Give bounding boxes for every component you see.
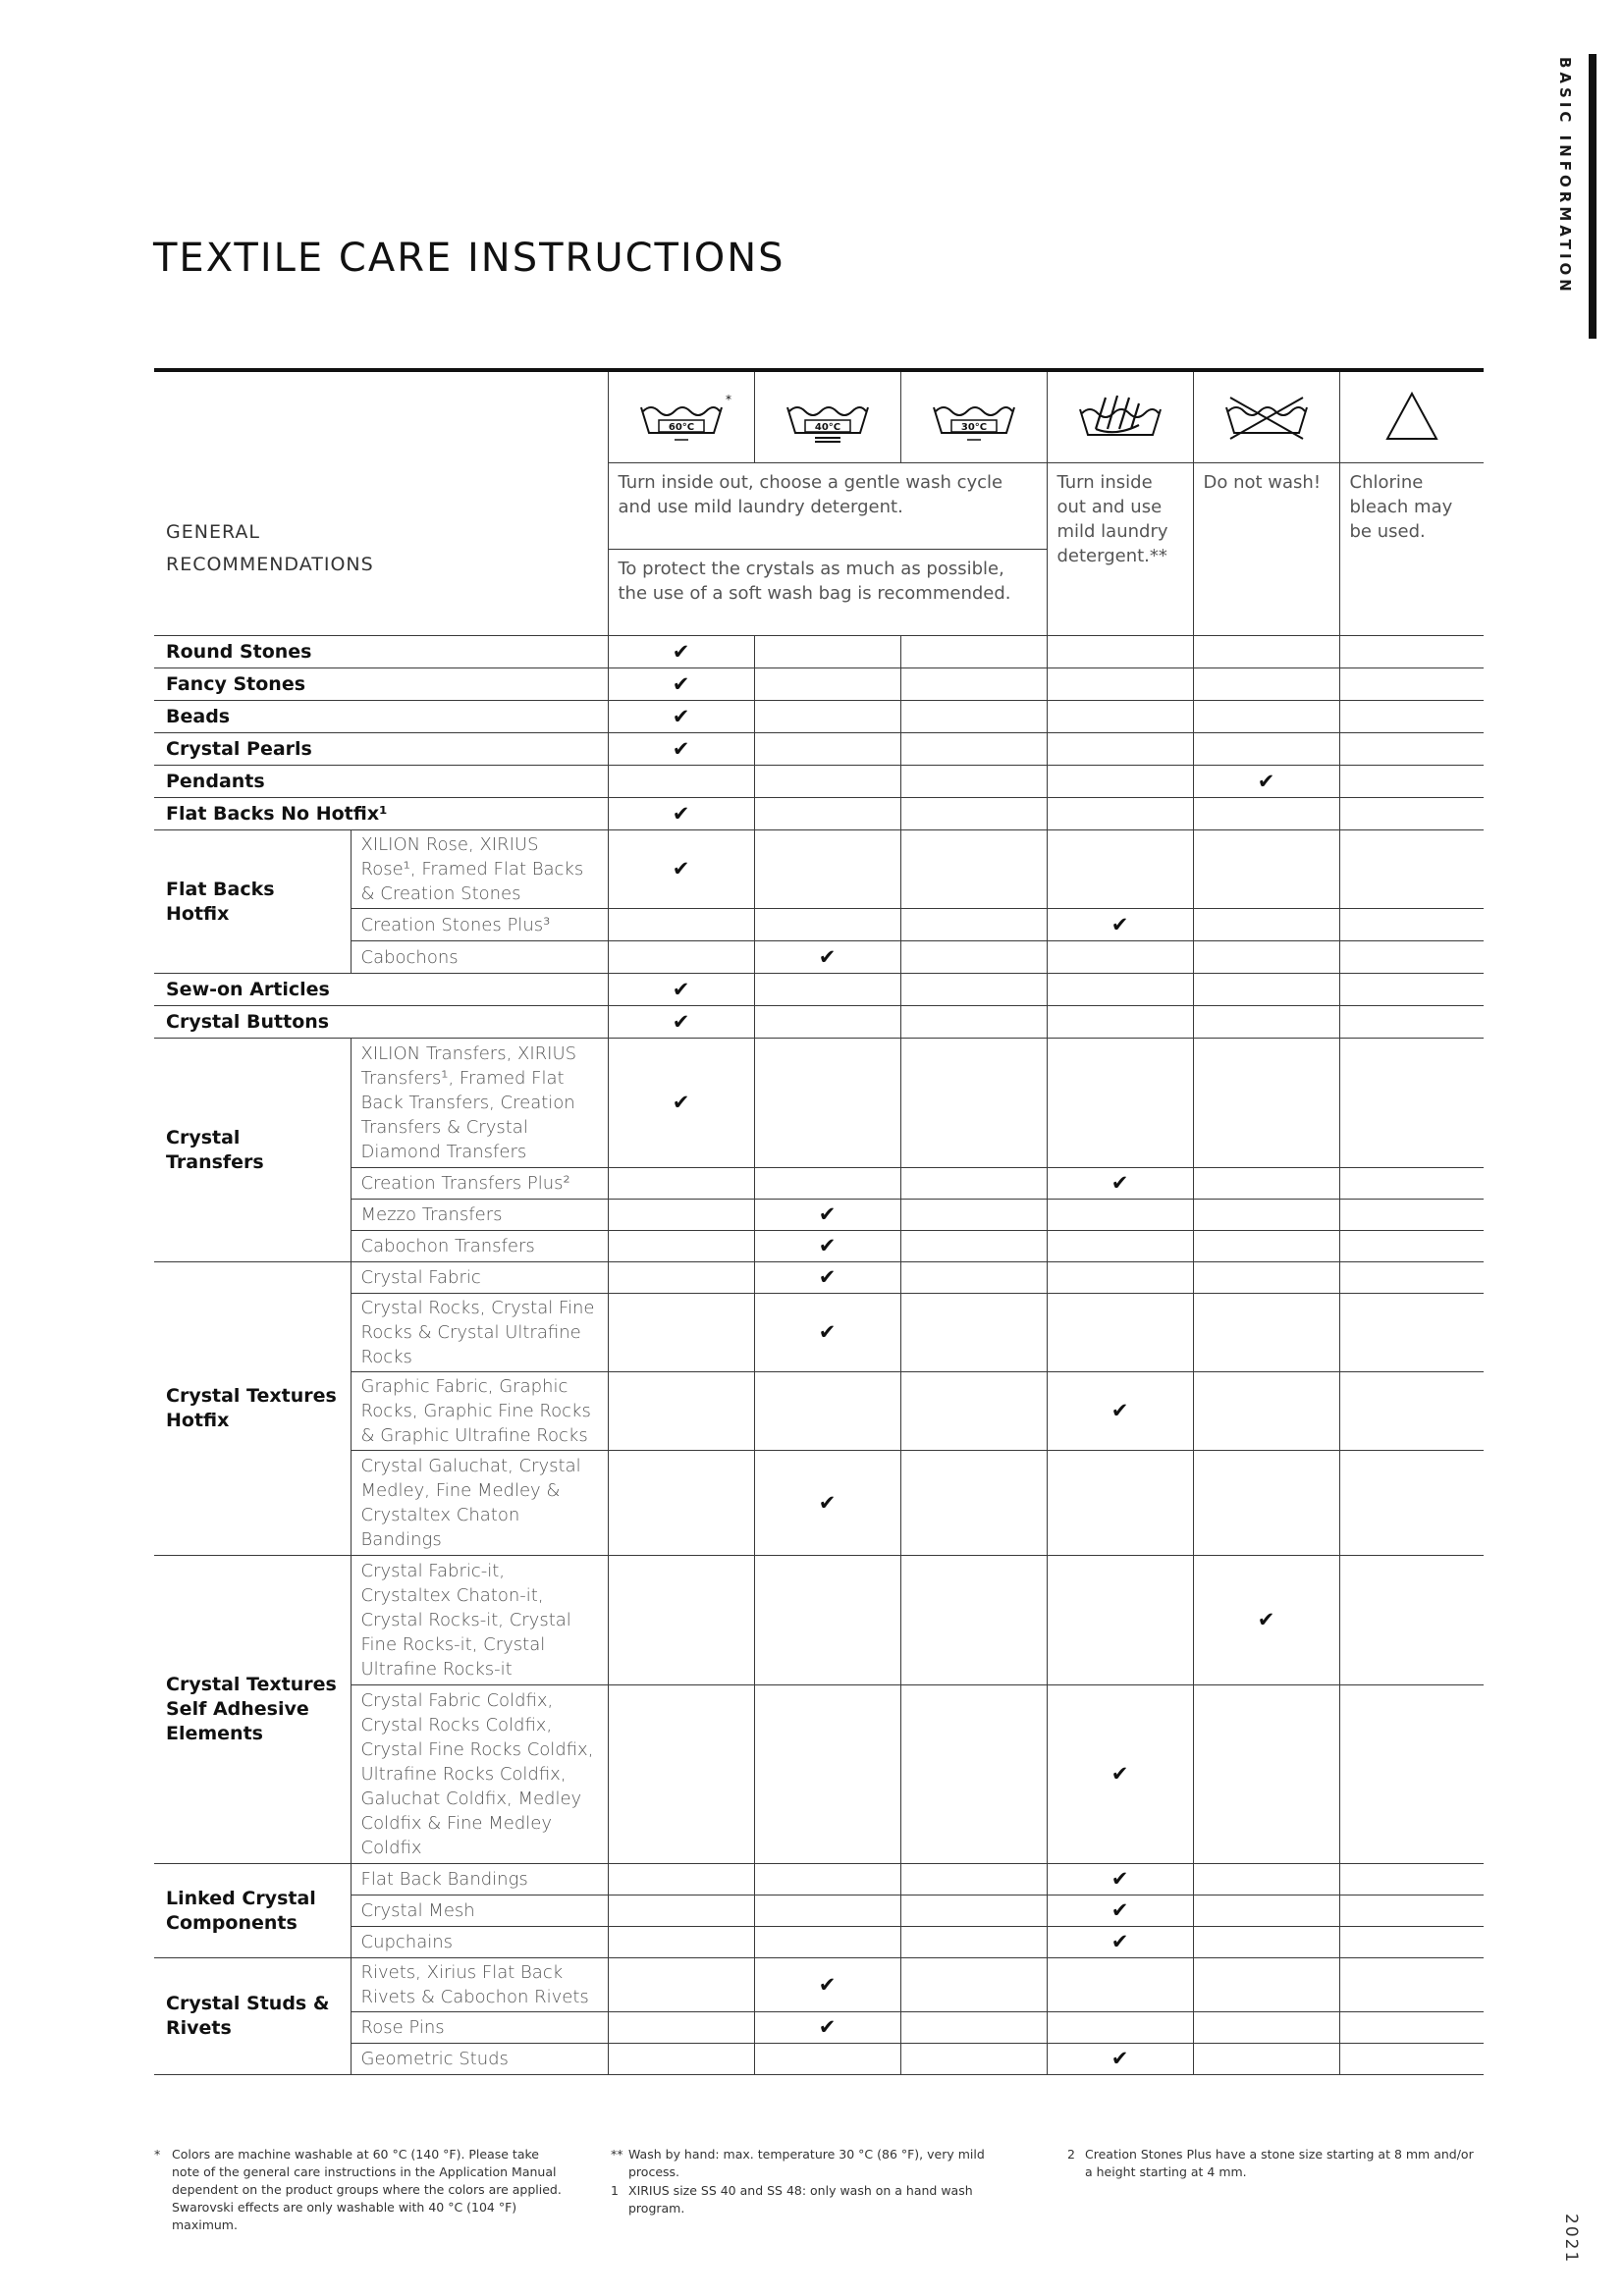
hand-wash-recommendation: Turn inside out and use mild laundry detergent.** [1047,463,1193,636]
check-mark: ✔ [1110,1898,1129,1922]
footnote-star-mark: * [154,2147,161,2162]
subcategory: Rivets, Xirius Flat Back Rivets & Cabochon Rivets [351,1958,608,2012]
table-row [154,1294,1484,1372]
check-cell [754,1294,900,1372]
footnote-one-text: XIRIUS size SS 40 and SS 48: only wash on a hand wash program. [628,2183,973,2216]
check-cell [1047,1864,1193,1896]
table-row [154,974,1484,1006]
table-row [154,2012,1484,2044]
bleach-triangle-icon [1358,388,1466,447]
check-mark: ✔ [818,2015,837,2039]
care-table [154,368,1484,2075]
check-mark: ✔ [1110,1399,1129,1422]
table-row [154,1200,1484,1231]
check-mark: ✔ [818,1265,837,1289]
check-cell [608,733,754,766]
check-cell [754,2012,900,2044]
do-not-wash-icon [1213,388,1321,447]
general-label-line2: RECOMMENDATIONS [166,554,374,576]
check-mark: ✔ [818,1972,837,1997]
footnote-star-text: Colors are machine washable at 60 °C (140 °F). Please take note of the general care instructions in the Application Manual dependent on the product groups where the colors are applied. Swarovski effects are only washable with 40 °C (104 °F) maximum. [172,2147,562,2232]
category-flat-backs-hotfix: Flat Backs Hotfix [154,830,351,974]
check-cell [608,668,754,701]
check-mark: ✔ [818,1490,837,1515]
subcategory: Crystal Rocks, Crystal Fine Rocks & Crystal Ultrafine Rocks [351,1294,608,1372]
wash-30-label: 30°C [960,422,987,433]
check-mark: ✔ [818,944,837,969]
category-flat-backs-no-hotfix: Flat Backs No Hotfix¹ [154,798,608,830]
check-cell [1047,1927,1193,1958]
symbol-row [154,370,1484,463]
check-cell [754,1451,900,1556]
check-cell [608,1039,754,1168]
footnote-star [154,2146,567,2234]
table-row [154,1958,1484,2012]
wash-60-asterisk: * [725,393,731,406]
check-mark: ✔ [672,671,690,696]
subcategory: Geometric Studs [351,2044,608,2075]
table-row [154,1039,1484,1168]
table-row [154,668,1484,701]
check-cell [754,1262,900,1294]
page-title: TEXTILE CARE INSTRUCTIONS [153,236,785,281]
wash-40-label: 40°C [814,422,840,433]
footnote-double-star-mark: ** [611,2147,623,2162]
hand-wash-cell [1047,370,1193,463]
check-cell [1193,766,1339,798]
table-row [154,1685,1484,1864]
machine-wash-recommendation: Turn inside out, choose a gentle wash cycle and use mild laundry detergent. [608,463,1047,550]
footnote-double-star [611,2146,1023,2181]
check-cell [608,701,754,733]
category-crystal-transfers: Crystal Transfers [154,1039,351,1262]
table-row [154,1927,1484,1958]
check-cell [754,1231,900,1262]
check-mark: ✔ [1257,769,1275,793]
table-row [154,2044,1484,2075]
category-crystal-studs-rivets: Crystal Studs & Rivets [154,1958,351,2075]
subcategory: Crystal Fabric Coldfix, Crystal Rocks Coldfix, Crystal Fine Rocks Coldfix, Ultrafine Rocks Coldfix, Galuchat Coldfix, Medley Coldfix & Fine Medley Coldfix [351,1685,608,1864]
hand-wash-icon [1066,388,1174,447]
subcategory: Creation Stones Plus³ [351,909,608,941]
wash-40-icon [774,388,882,447]
subcategory: Rose Pins [351,2012,608,2044]
table-row [154,830,1484,909]
check-cell [1047,1372,1193,1451]
check-cell [608,830,754,909]
category-linked-crystal-components: Linked Crystal Components [154,1864,351,1958]
category-crystal-buttons: Crystal Buttons [154,1006,608,1039]
footnote-two [1067,2146,1480,2181]
footnote-two-text: Creation Stones Plus have a stone size starting at 8 mm and/or a height starting at 4 mm. [1085,2147,1474,2179]
check-mark: ✔ [1257,1608,1275,1631]
table-row [154,1451,1484,1556]
subcategory: XILION Rose, XIRIUS Rose¹, Framed Flat Backs & Creation Stones [351,830,608,909]
check-mark: ✔ [818,1320,837,1344]
category-crystal-pearls: Crystal Pearls [154,733,608,766]
check-mark: ✔ [672,736,690,761]
subcategory: Cabochons [351,941,608,974]
subcategory: Graphic Fabric, Graphic Rocks, Graphic Fine Rocks & Graphic Ultrafine Rocks [351,1372,608,1451]
check-mark: ✔ [672,1009,690,1034]
table-row [154,1006,1484,1039]
table-row [154,636,1484,668]
check-mark: ✔ [672,857,690,881]
wash-40-cell [754,370,900,463]
category-round-stones: Round Stones [154,636,608,668]
table-row [154,941,1484,974]
wash-30-cell [900,370,1047,463]
check-mark: ✔ [1110,2047,1129,2070]
check-mark: ✔ [672,704,690,728]
general-row-a [154,463,1484,550]
check-mark: ✔ [1110,1867,1129,1891]
section-marker-bar [1589,54,1597,339]
check-mark: ✔ [1110,912,1129,936]
category-beads: Beads [154,701,608,733]
check-mark: ✔ [1110,1171,1129,1195]
subcategory: Flat Back Bandings [351,1864,608,1896]
check-cell [754,1958,900,2012]
category-fancy-stones: Fancy Stones [154,668,608,701]
table-row [154,1231,1484,1262]
table-row [154,1896,1484,1927]
footnote-one-mark: 1 [611,2183,619,2198]
do-not-wash-cell [1193,370,1339,463]
page-year: 2021 [1561,2214,1581,2265]
table-row [154,909,1484,941]
footnote-double-star-text: Wash by hand: max. temperature 30 °C (86 °F), very mild process. [628,2147,985,2179]
check-cell [608,974,754,1006]
check-cell [1047,1168,1193,1200]
subcategory: Cupchains [351,1927,608,1958]
footnote-one [611,2182,1023,2217]
subcategory: XILION Transfers, XIRIUS Transfers¹, Framed Flat Back Transfers, Creation Transfers & Crystal Diamond Transfers [351,1039,608,1168]
check-cell [608,798,754,830]
category-sew-on-articles: Sew-on Articles [154,974,608,1006]
check-cell [754,941,900,974]
wash-60-cell [608,370,754,463]
check-mark: ✔ [672,977,690,1001]
check-mark: ✔ [672,1091,690,1114]
table-row [154,1556,1484,1685]
category-pendants: Pendants [154,766,608,798]
wash-30-icon [920,388,1028,447]
table-row [154,733,1484,766]
subcategory: Creation Transfers Plus² [351,1168,608,1200]
table-row [154,1168,1484,1200]
bleach-recommendation: Chlorine bleach may be used. [1339,463,1484,636]
section-label: BASIC INFORMATION [1556,57,1574,295]
bleach-cell [1339,370,1484,463]
table-row [154,701,1484,733]
wash-bag-recommendation: To protect the crystals as much as possible, the use of a soft wash bag is recommended. [608,550,1047,636]
check-cell [1047,1685,1193,1864]
subcategory: Crystal Fabric-it, Crystaltex Chaton-it, Crystal Rocks-it, Crystal Fine Rocks-it, Crystal Ultrafine Rocks-it [351,1556,608,1685]
check-mark: ✔ [672,801,690,826]
check-cell [608,636,754,668]
check-cell [1047,1896,1193,1927]
check-mark: ✔ [818,1234,837,1257]
footnote-two-mark: 2 [1067,2147,1075,2162]
subcategory: Crystal Mesh [351,1896,608,1927]
subcategory: Crystal Fabric [351,1262,608,1294]
subcategory: Crystal Galuchat, Crystal Medley, Fine Medley & Crystaltex Chaton Bandings [351,1451,608,1556]
check-cell [754,1200,900,1231]
category-crystal-textures-self-adhesive: Crystal Textures Self Adhesive Elements [154,1556,351,1864]
check-cell [1193,1556,1339,1685]
check-mark: ✔ [1110,1930,1129,1953]
check-cell [1047,2044,1193,2075]
wash-60-icon [627,388,735,447]
category-crystal-textures-hotfix: Crystal Textures Hotfix [154,1262,351,1556]
table-row [154,1864,1484,1896]
subcategory: Mezzo Transfers [351,1200,608,1231]
general-label-line1: GENERAL [166,521,260,544]
check-mark: ✔ [1110,1762,1129,1786]
check-mark: ✔ [672,639,690,664]
table-row [154,1372,1484,1451]
wash-60-label: 60°C [668,422,694,433]
header-spacer [154,370,608,463]
subcategory: Cabochon Transfers [351,1231,608,1262]
table-row [154,1262,1484,1294]
check-mark: ✔ [818,1202,837,1226]
check-cell [608,1006,754,1039]
general-recommendations-label [154,463,608,636]
do-not-wash-recommendation: Do not wash! [1193,463,1339,636]
table-row [154,766,1484,798]
check-cell [1047,909,1193,941]
table-row [154,798,1484,830]
